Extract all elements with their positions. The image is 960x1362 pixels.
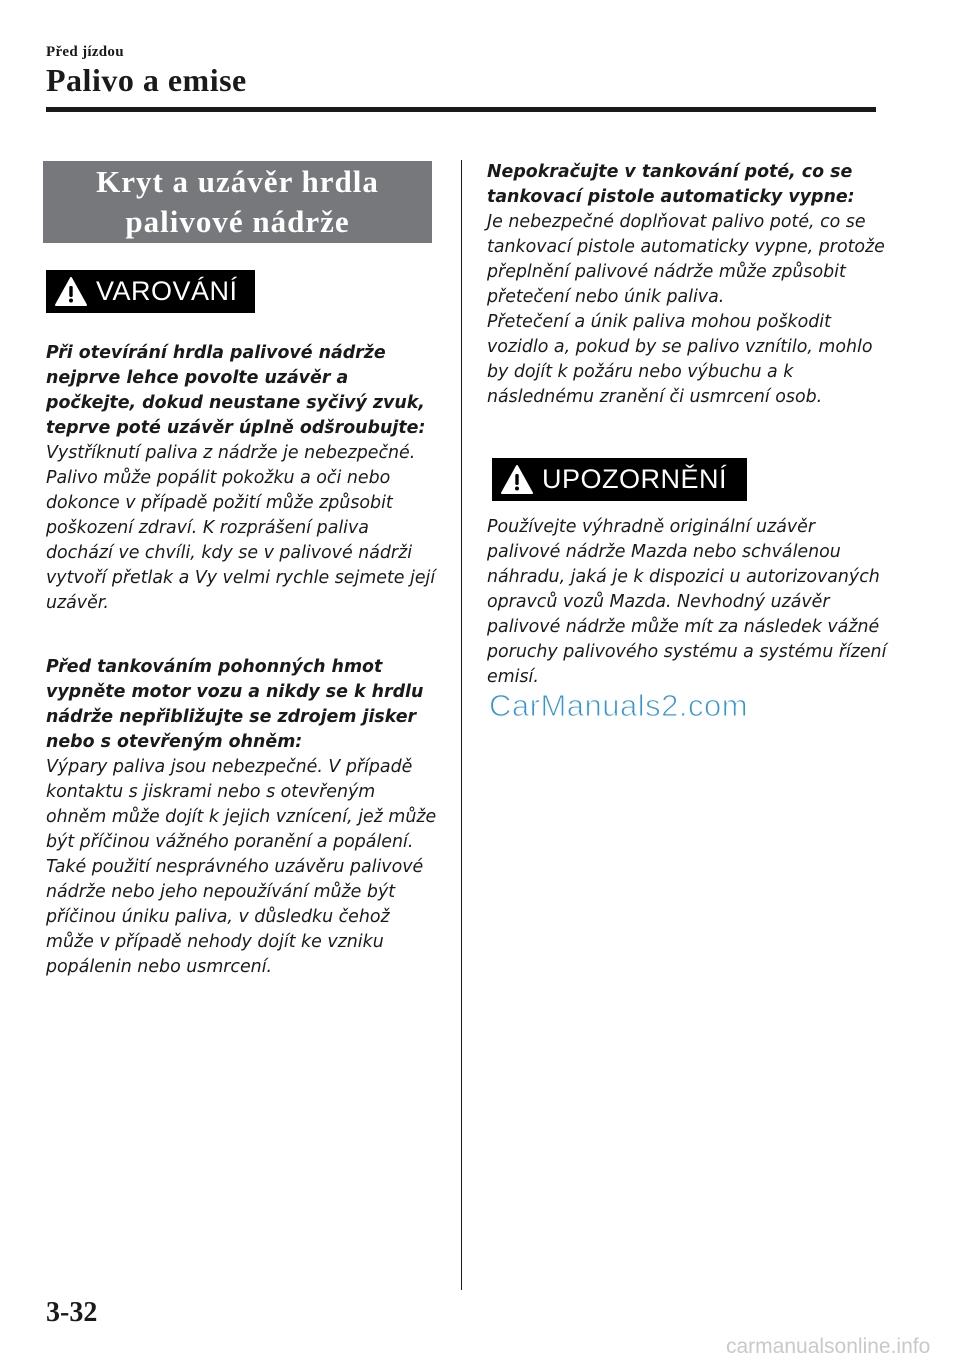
warning-item-2-body-1: Výpary paliva jsou nebezpečné. V případě kontaktu s jiskrami nebo s otevřeným ohněm může dojít k jejich vznícení, jež může být příčinou vážného poranění a popálení.	[46, 757, 437, 852]
warning-item-3-body-1: Je nebezpečné doplňovat palivo poté, co se tankovací pistole automaticky vypne, protože přeplnění palivové nádrže může způsobit přetečení nebo únik paliva.	[487, 212, 885, 307]
warning-item-3-heading: Nepokračujte v tankování poté, co se tankovací pistole automaticky vypne:	[487, 162, 855, 207]
breadcrumb: Před jízdou	[46, 44, 124, 60]
warning-item-2-heading: Před tankováním pohonných hmot vypněte motor vozu a nikdy se k hrdlu nádrže nepřibližujte se zdrojem jisker nebo s otevřeným ohněm:	[46, 657, 424, 752]
warning-item-2-body-2: Také použití nesprávného uzávěru palivové nádrže nebo jeho nepoužívání může být příčinou úniku paliva, v důsledku čehož může v případě nehody dojít ke vzniku popálenin nebo usmrcení.	[46, 857, 424, 977]
footer-site-link[interactable]: carmanualsonline.info	[726, 1335, 931, 1358]
warning-triangle-icon	[54, 275, 88, 309]
section-heading	[43, 161, 432, 243]
column-divider	[461, 160, 462, 1290]
warning-item-2	[46, 655, 441, 980]
watermark-link[interactable]: CarManuals2.com	[489, 688, 749, 723]
page-number: 3-32	[46, 1297, 98, 1328]
warning-badge-label: VAROVÁNÍ	[96, 276, 238, 306]
caution-badge	[492, 458, 747, 501]
warning-item-1	[46, 341, 441, 616]
warning-item-3-body-2: Přetečení a únik paliva mohou poškodit vozidlo a, pokud by se palivo vznítilo, mohlo by dojít k požáru nebo výbuchu a k následnému zranění či usmrcení osob.	[487, 312, 873, 407]
section-heading-line1: Kryt a uzávěr hrdla	[96, 164, 379, 199]
header-divider	[46, 107, 876, 112]
warning-item-1-heading: Při otevírání hrdla palivové nádrže nejprve lehce povolte uzávěr a počkejte, dokud neustane syčivý zvuk, teprve poté uzávěr úplně odšroubujte:	[46, 343, 426, 438]
warning-triangle-icon	[500, 463, 534, 497]
caution-badge-label: UPOZORNĚNÍ	[542, 464, 728, 494]
warning-item-1-body: Vystříknutí paliva z nádrže je nebezpečné. Palivo může popálit pokožku a oči nebo dokonce v případě požití může způsobit poškození zdraví. K rozprášení paliva dochází ve chvíli, kdy se v palivové nádrži vytvoří přetlak a Vy velmi rychle sejmete její uzávěr.	[46, 443, 436, 613]
caution-text	[487, 515, 887, 690]
warning-item-3	[487, 160, 887, 410]
warning-badge	[46, 270, 255, 313]
section-heading-line2: palivové nádrže	[125, 204, 350, 239]
page-title: Palivo a emise	[46, 62, 247, 98]
caution-body: Používejte výhradně originální uzávěr palivové nádrže Mazda nebo schválenou náhradu, jaká je k dispozici u autorizovaných opravců vozů Mazda. Nevhodný uzávěr palivové nádrže může mít za následek vážné poruchy palivového systému a systému řízení emisí.	[487, 517, 887, 687]
